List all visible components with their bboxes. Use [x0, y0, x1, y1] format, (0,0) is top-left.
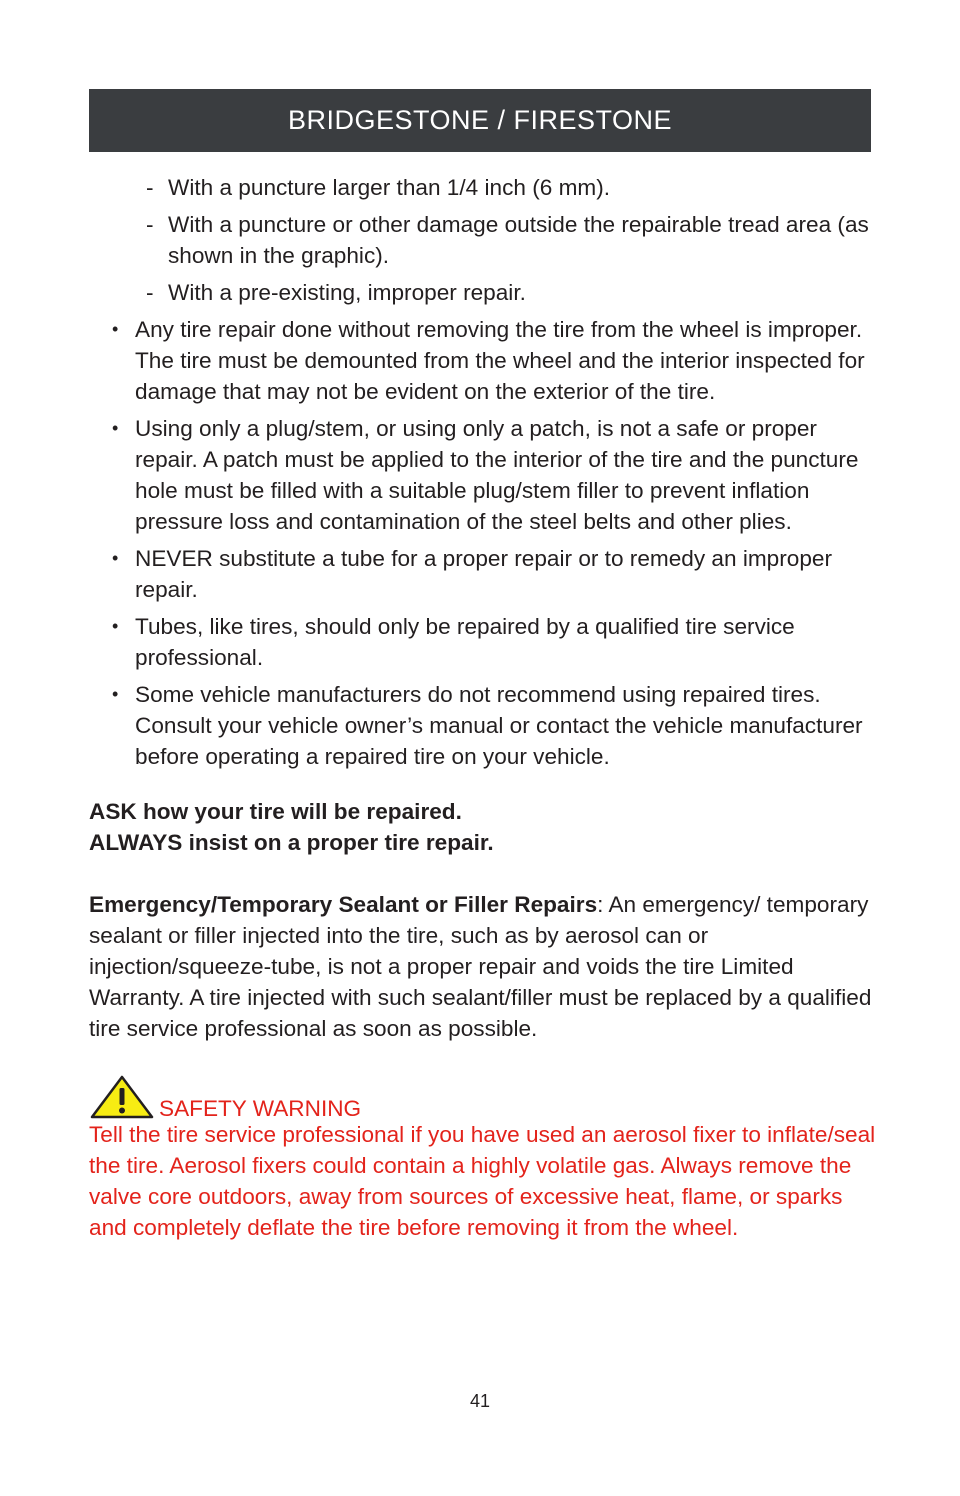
list-item [89, 277, 879, 308]
dash-list [89, 172, 879, 308]
bullet-marker: • [112, 418, 119, 438]
warning-text: Tell the tire service professional if you have used an aerosol fixer to inflate/seal the tire. Aerosol fixers could contain a highly volatile gas. Always remove the valve core outdoors, away from sources of excessive heat, flame, or sparks and completely deflate the tire before removing it from the wheel. [89, 1122, 876, 1240]
emergency-paragraph [89, 889, 879, 1044]
page-content [89, 172, 879, 1243]
list-item-text: With a pre-existing, improper repair. [168, 280, 526, 305]
dash-marker: - [146, 280, 154, 305]
bullet-marker: • [112, 616, 119, 636]
list-item [89, 209, 879, 271]
list-item-text: With a puncture larger than 1/4 inch (6 mm). [168, 175, 611, 200]
bullet-list [89, 314, 879, 772]
warning-title: SAFETY WARNING [159, 1096, 362, 1121]
list-item-text: NEVER substitute a tube for a proper repair or to remedy an improper repair. [135, 546, 832, 602]
header-title: BRIDGESTONE / FIRESTONE [287, 105, 673, 135]
list-item [89, 543, 879, 605]
ask-line: ASK how your tire will be repaired. [89, 799, 462, 824]
dash-marker: - [146, 212, 154, 237]
dash-marker: - [146, 175, 154, 200]
list-item [89, 611, 879, 673]
bullet-marker: • [112, 319, 119, 339]
list-item-text: Tubes, like tires, should only be repaired by a qualified tire service professional. [135, 614, 795, 670]
list-item-text: Using only a plug/stem, or using only a patch, is not a safe or proper repair. A patch must be applied to the interior of the tire and the puncture hole must be filled with a suitable plug/stem filler to prevent inflation pressure loss and contamination of the steel belts and other plies. [135, 416, 859, 534]
list-item-text: Any tire repair done without removing the tire from the wheel is improper. The tire must be demounted from the wheel and the interior inspected for damage that may not be evident on the exterior of the tire. [135, 317, 865, 404]
list-item [89, 679, 879, 772]
bullet-marker: • [112, 684, 119, 704]
ask-block [89, 796, 879, 858]
bullet-marker: • [112, 548, 119, 568]
list-item [89, 172, 879, 203]
always-line: ALWAYS insist on a proper tire repair. [89, 830, 494, 855]
list-item [89, 413, 879, 537]
warning-heading [89, 1075, 879, 1119]
page-header [89, 89, 871, 152]
warning-triangle-icon [90, 1075, 154, 1119]
emergency-text: : An emergency/ temporary sealant or filler injected into the tire, such as by aerosol can or injection/squeeze-tube, is not a proper repair and voids the tire Limited Warranty. A tire injected with such sealant/filler must be replaced by a qualified tire service professional as soon as possible. [89, 892, 872, 1041]
emergency-term: Emergency/Temporary Sealant or Filler Repairs [89, 892, 598, 917]
list-item [89, 314, 879, 407]
list-item-text: Some vehicle manufacturers do not recommend using repaired tires. Consult your vehicle owner’s manual or contact the vehicle manufacturer before operating a repaired tire on your vehicle. [135, 682, 863, 769]
safety-warning [89, 1075, 879, 1243]
list-item-text: With a puncture or other damage outside the repairable tread area (as shown in the graphic). [168, 212, 869, 268]
page-number: 41 [469, 1391, 491, 1411]
